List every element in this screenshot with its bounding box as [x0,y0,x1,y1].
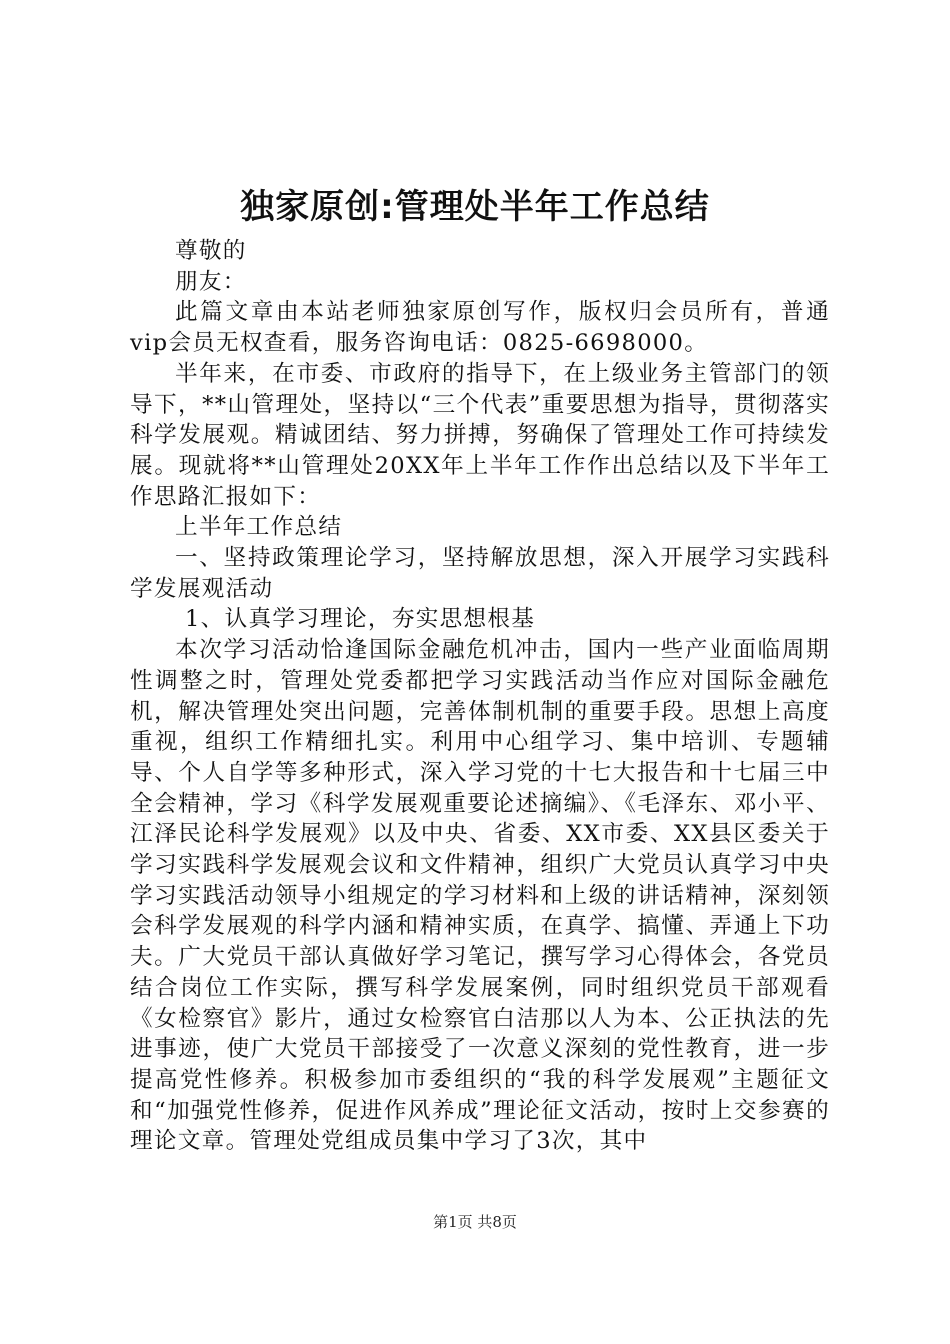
page-footer: 第1页 共8页 [433,1213,517,1231]
salutation-line-1: 尊敬的 [175,238,247,264]
document-title: 独家原创:管理处半年工作总结 [240,187,710,227]
section-heading: 上半年工作总结 [175,514,343,541]
subsection-heading: 一、坚持政策理论学习，坚持解放思想，深入开展学习实践科学发展观活动 [130,545,830,602]
copyright-notice: 此篇文章由本站老师独家原创写作，版权归会员所有，普通vip会员无权查看，服务咨询电话：0825-6698000。 [130,299,830,357]
body-paragraph: 本次学习活动恰逢国际金融危机冲击，国内一些产业面临周期性调整之时，管理处党委都把学习实践活动当作应对国际金融危机，解决管理处突出问题，完善体制机制的重要手段。思想上高度重视，组织工作精细扎实。利用中心组学习、集中培训、专题辅导、个人自学等多种形式，深入学习党的十七大报告和十七届三中全会精神，学习《科学发展观重要论述摘编》、《毛泽东、邓小平、江泽民论科学发展观》以及中央、省委、XX市委、XX县区委关于学习实践科学发展观会议和文件精神，组织广大党员认真学习中央学习实践活动领导小组规定的学习材料和上级的讲话精神，深刻领会科学发展观的科学内涵和精神实质，在真学、搞懂、弄通上下功夫。广大党员干部认真做好学习笔记，撰写学习心得体会，各党员结合岗位工作实际，撰写科学发展案例，同时组织党员干部观看《女检察官》影片，通过女检察官白洁那以人为本、公正执法的先进事迹，使广大党员干部接受了一次意义深刻的党性教育，进一步提高党性修养。积极参加市委组织的“我的科学发展观”主题征文和“加强党性修养，促进作风养成”理论征文活动，按时上交参赛的理论文章。管理处党组成员集中学习了3次，其中 [130,637,830,1155]
salutation-line-2: 朋友： [175,268,247,295]
document-body [130,236,830,1157]
item-heading: 1、认真学习理论，夯实思想根基 [185,606,536,633]
intro-paragraph: 半年来，在市委、市政府的指导下，在上级业务主管部门的领导下，**山管理处，坚持以“三个代表”重要思想为指导，贯彻落实科学发展观。精诚团结、努力拼搏，努确保了管理处工作可持续发展。现就将**山管理处20XX年上半年工作作出总结以及下半年工作思路汇报如下： [130,360,830,510]
